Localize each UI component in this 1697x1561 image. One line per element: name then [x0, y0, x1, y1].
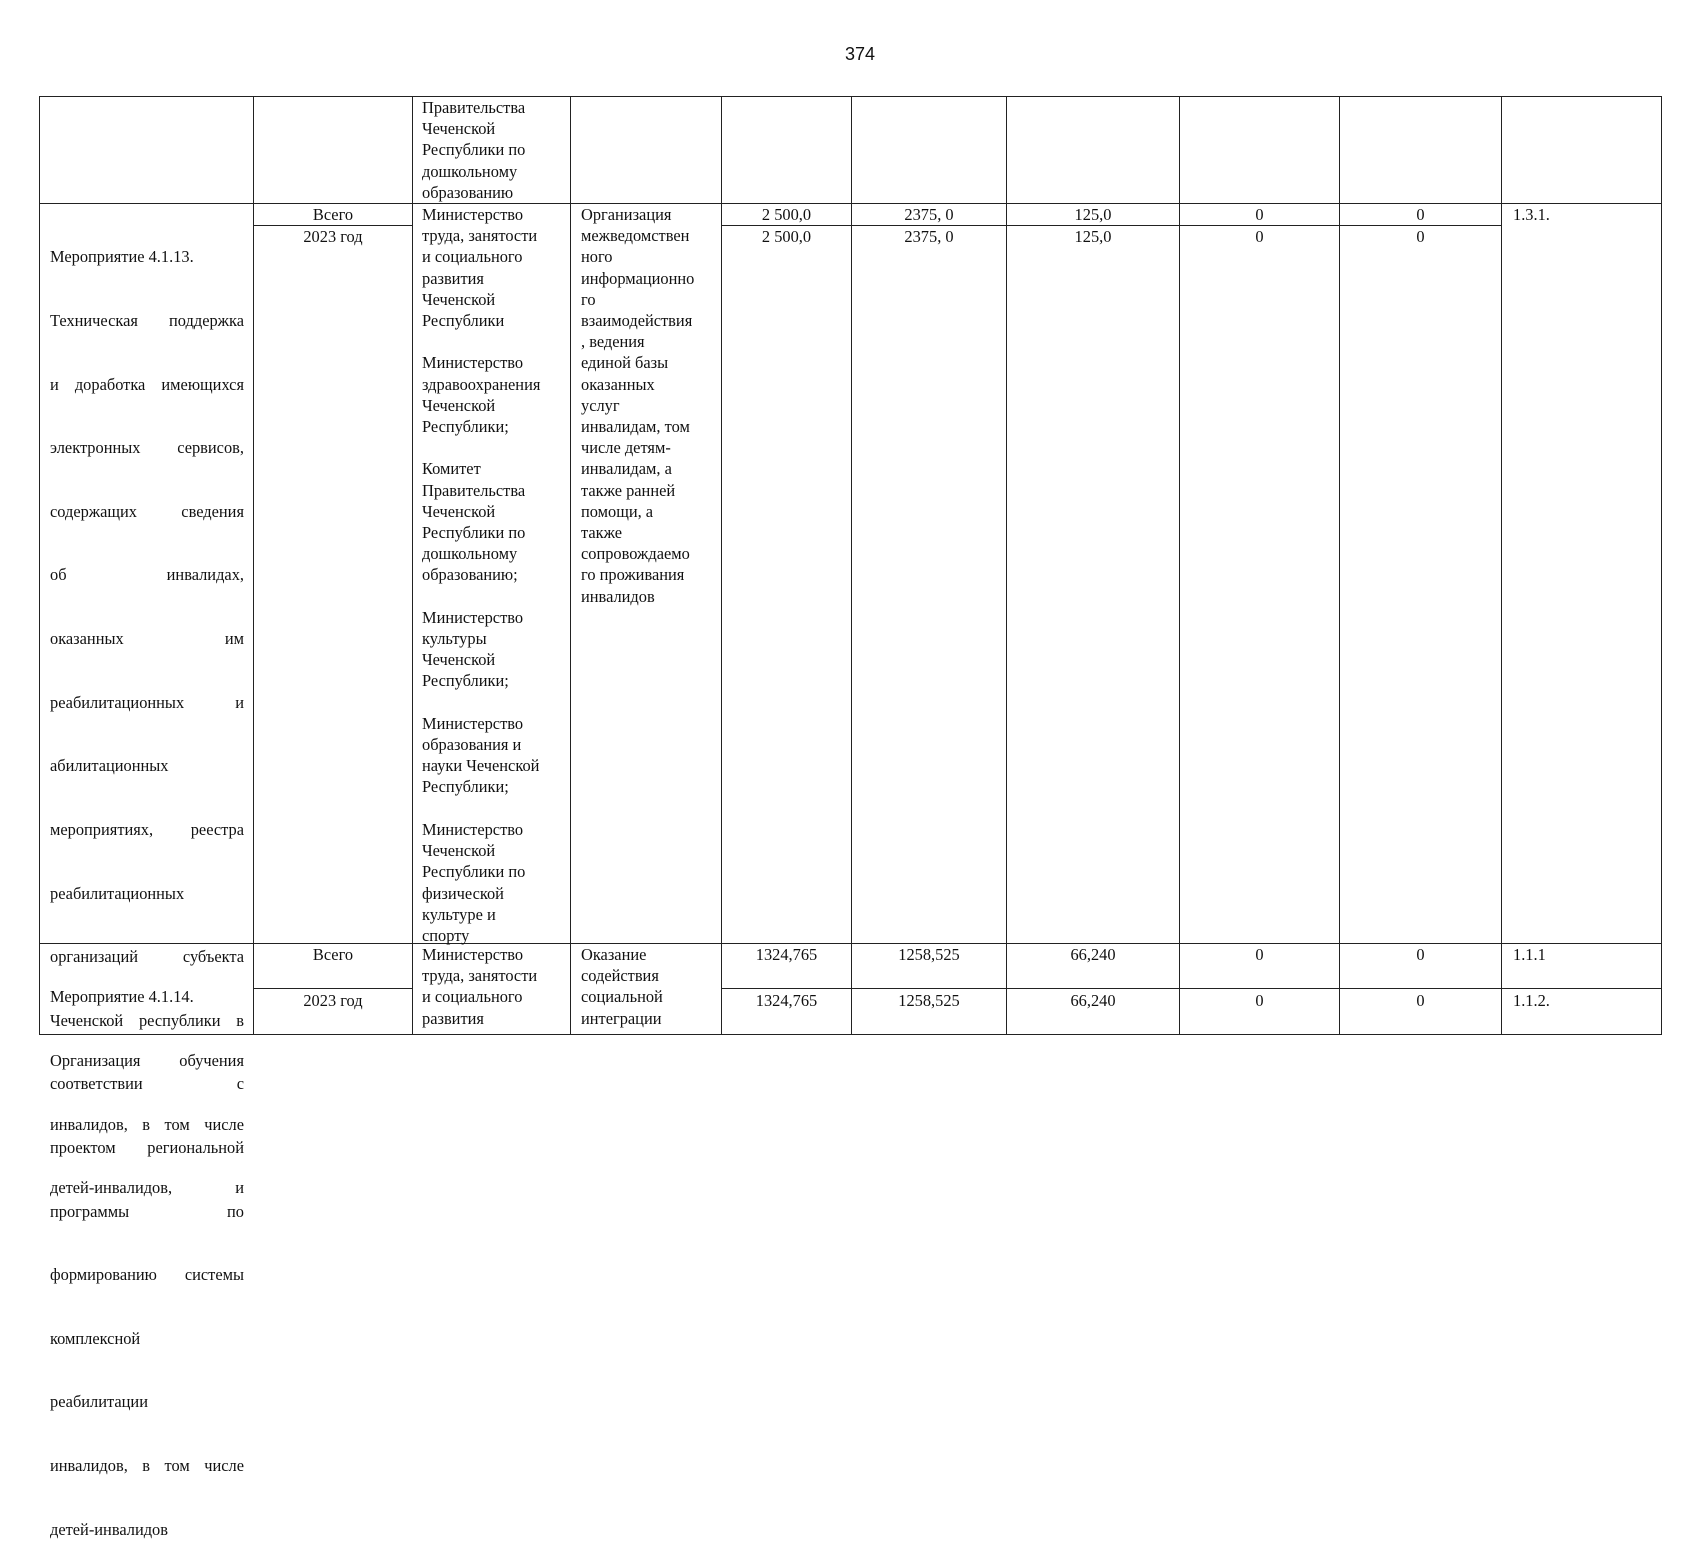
- col-border: [412, 96, 413, 1035]
- measure-line: Чеченской республики в: [50, 1010, 244, 1030]
- col-border: [1661, 96, 1662, 1035]
- sum-year-cell: 2 500,0: [761, 227, 812, 246]
- federal-year-cell: 1258,525: [898, 991, 960, 1010]
- responsible-executors-cell: Министерство труда, занятости и социального развития: [422, 945, 538, 1028]
- col-border: [1501, 96, 1502, 1035]
- measure-description-cell: [50, 944, 244, 1220]
- measure-line: детей-инвалидов, и: [50, 1178, 244, 1198]
- measure-line: инвалидов, в том числе: [50, 1114, 244, 1134]
- measure-line: мероприятиях, реестра: [50, 819, 244, 839]
- measure-line: формированию системы: [50, 1265, 244, 1285]
- measure-line: Мероприятие 4.1.14.: [50, 987, 194, 1007]
- measure-line: инвалидов, в том числе: [50, 1455, 244, 1475]
- col-border: [39, 96, 40, 1035]
- extra-total-cell: 0: [1416, 205, 1425, 224]
- extra-year-cell: 0: [1416, 227, 1425, 246]
- col-border: [570, 96, 571, 1035]
- regional-total-cell: 125,0: [1074, 205, 1112, 224]
- period-total-cell: Всего: [312, 205, 354, 224]
- sum-year-cell: 1324,765: [755, 991, 818, 1010]
- regional-year-cell: 125,0: [1074, 227, 1112, 246]
- period-total-cell: Всего: [312, 945, 354, 964]
- federal-year-cell: 2375, 0: [904, 227, 954, 246]
- measure-line: проектом региональной: [50, 1137, 244, 1157]
- regional-year-cell: 66,240: [1070, 991, 1116, 1010]
- measure-line: соответствии с: [50, 1074, 244, 1094]
- expected-result-cell: Оказание содействия социальной интеграции: [581, 945, 663, 1028]
- sum-total-cell: 1324,765: [755, 945, 818, 964]
- responsible-executors-cell: Министерство труда, занятости и социального развития Чеченской Республики Министерство здравоохранения Чеченской Республики; Комитет Правительства Чеченской Республики по дошкольному образованию; Министерство культуры Чеченской Республики; Министерство образования и науки Чеченской Республики; Министерство Чеченской Республики по физической культуре и спорту: [422, 205, 541, 945]
- measure-description-cell: [50, 204, 244, 1561]
- measure-line: Техническая поддержка: [50, 311, 244, 331]
- measure-line: реабилитации: [50, 1392, 148, 1412]
- measure-line: реабилитационных и: [50, 692, 244, 712]
- measure-line: Мероприятие 4.1.13.: [50, 247, 194, 267]
- measure-line: организаций субъекта: [50, 947, 244, 967]
- measure-line: электронных сервисов,: [50, 438, 244, 458]
- sum-total-cell: 2 500,0: [761, 205, 812, 224]
- measure-line: оказанных им: [50, 629, 244, 649]
- indicator-year-cell: 1.1.2.: [1513, 991, 1550, 1010]
- measure-line: комплексной: [50, 1328, 141, 1348]
- indicator-cell: 1.3.1.: [1513, 205, 1550, 224]
- measure-line: Организация обучения: [50, 1051, 244, 1071]
- measure-line: абилитационных: [50, 756, 169, 776]
- local-year-cell: 0: [1255, 991, 1264, 1010]
- subrow-divider: [721, 988, 1662, 989]
- federal-total-cell: 1258,525: [898, 945, 960, 964]
- subrow-divider: [253, 988, 412, 989]
- local-total-cell: 0: [1255, 945, 1264, 964]
- indicator-total-cell: 1.1.1: [1513, 945, 1546, 964]
- measure-line: и доработка имеющихся: [50, 374, 244, 394]
- local-total-cell: 0: [1255, 205, 1264, 224]
- local-year-cell: 0: [1255, 227, 1264, 246]
- expected-result-cell: Организация межведомствен ного информационно го взаимодействия , ведения единой базы оказанных услуг инвалидам, том числе детям- инвалидам, а также ранней помощи, а также сопровождаемо го проживания инвалидов: [581, 205, 695, 606]
- measure-line: реабилитационных: [50, 883, 185, 903]
- measure-line: об инвалидах,: [50, 565, 244, 585]
- page-number: 374: [844, 44, 876, 64]
- measure-line: программы по: [50, 1201, 244, 1221]
- extra-total-cell: 0: [1416, 945, 1425, 964]
- federal-total-cell: 2375, 0: [904, 205, 954, 224]
- period-year-cell: 2023 год: [303, 227, 363, 246]
- regional-total-cell: 66,240: [1070, 945, 1116, 964]
- measure-line: детей-инвалидов: [50, 1519, 168, 1539]
- measure-line: содержащих сведения: [50, 501, 244, 521]
- continuation-responsible-cell: Правительства Чеченской Республики по дошкольному образованию: [422, 98, 526, 202]
- period-year-cell: 2023 год: [303, 991, 363, 1010]
- extra-year-cell: 0: [1416, 991, 1425, 1010]
